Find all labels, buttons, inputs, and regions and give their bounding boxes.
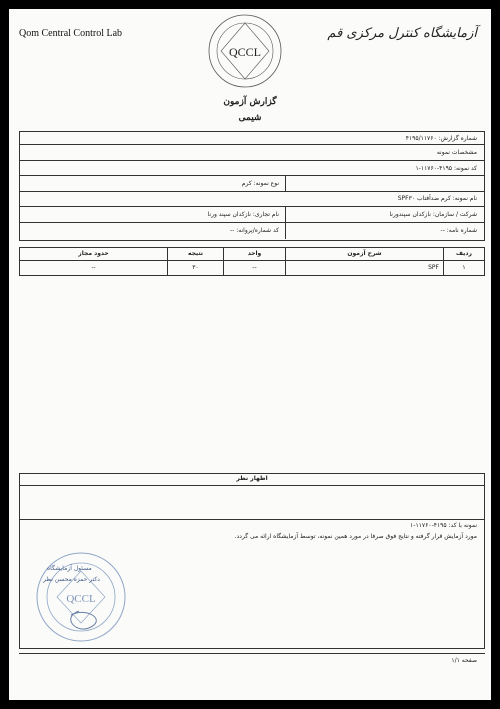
brand: نام تجاری: نازکدان سپند ورنا	[207, 211, 279, 218]
report-subtitle: شیمی	[238, 113, 262, 123]
report-title: گزارش آزمون	[223, 97, 277, 107]
letter-number: شماره نامه: --	[440, 227, 477, 234]
col-test-header: شرح آزمون	[347, 250, 382, 257]
signature-line2: دکتر حمزه محسن نظر	[43, 576, 100, 583]
col-limit-header: حدود مجاز	[78, 250, 109, 257]
cell-result: ۳۰	[192, 264, 199, 271]
report-page	[9, 9, 491, 700]
license-code: کد شماره/پروانه: --	[230, 227, 279, 234]
qccl-logo	[205, 11, 285, 91]
page-number: صفحه ۱/۱	[451, 657, 477, 664]
cell-row: ۱	[462, 264, 466, 271]
sample-type: نوع نمونه: کرم	[241, 180, 279, 187]
cell-limit: --	[91, 264, 96, 271]
company: شرکت / سازمان: نازکدان سپندورنا	[389, 211, 477, 218]
opinion-title: اظهار نظر	[236, 475, 268, 482]
sample-specs: مشخصات نمونه	[436, 149, 477, 156]
cell-test: SPF	[428, 264, 439, 271]
report-number: شماره گزارش: ۴۱۹۵/۱۱۷۶۰	[405, 135, 477, 142]
sample-code: کد نمونه: ۴۱۹۵-۱۱۷۶۰-۱	[415, 165, 477, 172]
cell-unit: --	[252, 264, 257, 271]
col-result-header: نتیجه	[187, 250, 204, 257]
col-row-header: ردیف	[456, 250, 472, 257]
lab-name-en: Qom Central Control Lab	[19, 28, 123, 39]
stamp-logo-text: QCCL	[66, 593, 96, 605]
opinion-line2: مورد آزمایش قرار گرفته و نتایج فوق صرفا در مورد همین نمونه، توسط آزمایشگاه ارائه می گردد.	[234, 533, 477, 540]
sample-name: نام نمونه: کرم ضدآفتاب SPF۳۰	[397, 195, 477, 202]
lab-name-fa: آزمایشگاه کنترل مرکزی قم	[327, 26, 477, 41]
logo-text: QCCL	[228, 45, 262, 59]
opinion-line1: نمونه با کد: ۴۱۹۵-۱۱۷۶۰-۱	[410, 522, 477, 529]
lab-stamp-icon	[31, 547, 131, 647]
col-unit-header: واحد	[247, 250, 262, 257]
signature-line1: مسئول آزمایشگاه	[47, 565, 92, 572]
